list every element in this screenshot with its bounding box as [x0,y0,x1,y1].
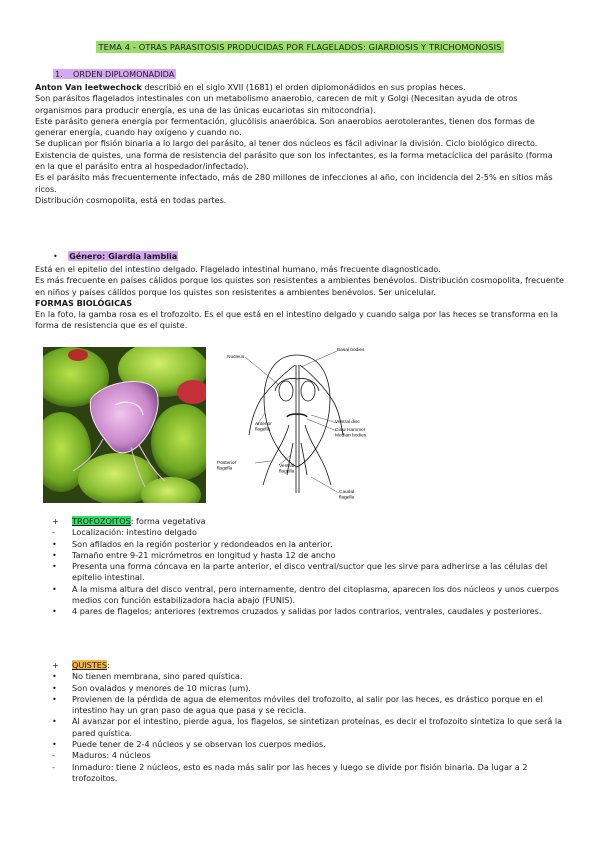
intro-paragraph-1: Anton Van leetwechock describió en el siglo XVII (1681) el orden diplomonádidos en sus propias heces. [35,82,466,92]
genus-bullet: • [53,251,58,261]
genus-heading [53,251,178,262]
list-item [52,550,572,561]
intro-paragraph-5: Existencia de quistes, una forma de resistencia del parásito que son los infectantes, es la forma metacíclica del parásito (forma en la que el parásito entra al hospedador/infectado). [35,149,553,172]
cyst-label: QUISTES [72,660,108,670]
intro-paragraph-4: Se duplican por fisión binaria a lo largo del parásito, al tener dos núcleos es fácil adivinar la división. Ciclo biológico directo. [35,138,538,149]
list-item-text: No tienen membrana, sino pared quística. [72,671,243,682]
list-marker: • [52,716,57,727]
trophozoite-list [52,527,572,617]
label-ventral-disc: Ventral disc [335,420,360,425]
trophozoite-label: TROFOZOITOS [72,516,131,526]
list-marker: - [52,750,55,761]
label-claw-hammer: Claw Hammer Median bodies [335,428,367,439]
list-item-text: Maduros: 4 núcleos [72,750,151,761]
list-item [52,683,572,694]
list-item-text: Son afilados en la región posterior y redondeados en la anterior. [72,538,333,549]
list-item [52,739,572,750]
list-item-text: Presenta una forma cóncava en la parte anterior, el disco ventral/suctor que les sirve para adherirse a las células del epitelio intestinal. [72,561,548,583]
list-marker: • [52,538,57,549]
forms-heading: FORMAS BIOLÓGICAS [35,297,133,308]
label-ventral-flagella: Ventral flagella [279,464,295,475]
trophozoite-photo [43,347,206,503]
list-item-text: Localización: intestino delgado [72,527,197,538]
list-item [52,584,572,607]
label-posterior-flagella: Posterior flagella [217,461,237,472]
list-item [52,762,572,785]
author-name: Anton Van leetwechock [35,82,142,92]
list-marker: • [52,561,57,572]
list-item [52,694,572,717]
list-marker: - [52,527,55,538]
list-item-text: Inmaduro: tiene 2 núcleos, esto es nada más salir por las heces y luego se divide por fisión binaria. Da lugar a 2 trofozoitos. [72,761,528,783]
trophozoite-photo-graphic [43,347,206,503]
list-item-text: Son ovalados y menores de 10 micras (um). [72,682,251,693]
list-marker: • [52,583,57,594]
list-item-text: A la misma altura del disco ventral, pero internamente, dentro del citoplasma, aparecen los dos núcleos y unos cuerpos medios con función estabilizadora hacia abajo (FUNIS). [72,583,560,606]
list-item [52,527,572,538]
genus-paragraph-1: Está en el epitelio del intestino delgado. Flagelado intestinal humano, más frecuente diagnosticado. [35,264,441,274]
list-item [52,716,572,739]
genus-paragraph-2: Es más frecuente en países cálidos porque los quistes son resistentes a ambientes benévolos. Distribución cosmopolita, frecuente en niños y países cálidos porque los quistes son resistentes a ambientes benévolos. Ser unicelular. [35,275,564,297]
label-nucleus: Nucleus [227,355,245,360]
intro-block [35,82,565,206]
genus-block [35,264,565,332]
list-item-text: 4 pares de flagelos; anteriores (extremos cruzados y salidas por lados contrarios, ventrales, caudales y posteriores. [72,606,542,617]
list-marker: • [52,671,57,682]
label-anterior-flagella: Anterior flagella [255,422,272,433]
list-item-text: Puede tener de 2-4 núcleos y se observan los cuerpos medios. [72,739,326,750]
trophozoite-section [52,516,572,618]
list-item [52,561,572,584]
trophozoite-diagram [215,343,380,510]
label-basal-bodies: Basal bodies [337,348,365,353]
cyst-section [52,660,572,784]
list-item-text: Al avanzar por el intestino, pierde agua, los flagelos, se sintetizan proteínas, es decir el trofozoito sintetiza lo que será la pared quística. [72,716,563,738]
list-item [52,750,572,761]
list-item [52,606,572,617]
section-title: ORDEN DIPLOMONADIDA [73,69,175,79]
list-marker: • [52,693,57,704]
list-item-text: Provienen de la pérdida de agua de elementos móviles del trofozoito, al salir por las heces, es drástico porque en el intestino hay un gran paso de agua que pasa y se recicla. [72,693,543,716]
list-marker: • [52,739,57,750]
list-item [52,671,572,682]
list-marker: - [52,761,55,772]
list-item-text: Tamaño entre 9-21 micrómetros en longitud y hasta 12 de ancho [72,549,336,560]
cyst-list [52,671,572,784]
trophozoite-heading: + TROFOZOITOS: forma vegetativa [52,516,206,526]
list-marker: • [52,682,57,693]
label-caudal-flagella: Caudal flagella [339,490,355,501]
genus-label: Género: Giardia lamblia [69,251,178,261]
section-heading [53,69,176,80]
intro-paragraph-7: Distribución cosmopolita, está en todas partes. [35,194,227,205]
forms-paragraph: En la foto, la gamba rosa es el trofozoito. Es el que está en el intestino delgado y cuando salga por las heces se transforma en la forma de resistencia que es el quiste. [35,309,559,331]
list-marker: • [52,549,57,560]
section-number: 1. [55,69,63,79]
intro-paragraph-2: Son parásitos flagelados intestinales con un metabolismo anaerobio, carecen de mit y Golgi (Necesitan ayuda de otros organismos para producir energía, es una de las únicas eucariotas sin mitocondria). [35,93,518,115]
intro-paragraph-3: Este parásito genera energía por fermentación, glucólisis anaeróbica. Son anaerobios aerotolerantes, tienen dos formas de generar energía, cuando hay oxígeno y cuando no. [35,115,535,138]
list-item [52,539,572,550]
list-marker: • [52,606,57,617]
cyst-heading: + QUISTES: [52,660,110,670]
title-row [0,42,600,53]
page-title: TEMA 4 - OTRAS PARASITOSIS PRODUCIDAS POR FLAGELADOS: GIARDIOSIS Y TRICHOMONOSIS [98,42,502,52]
intro-paragraph-6: Es el parásito más frecuentemente infectado, más de 280 millones de infecciones al año, con incidencia del 2-5% en sitios más ricos. [35,172,553,194]
